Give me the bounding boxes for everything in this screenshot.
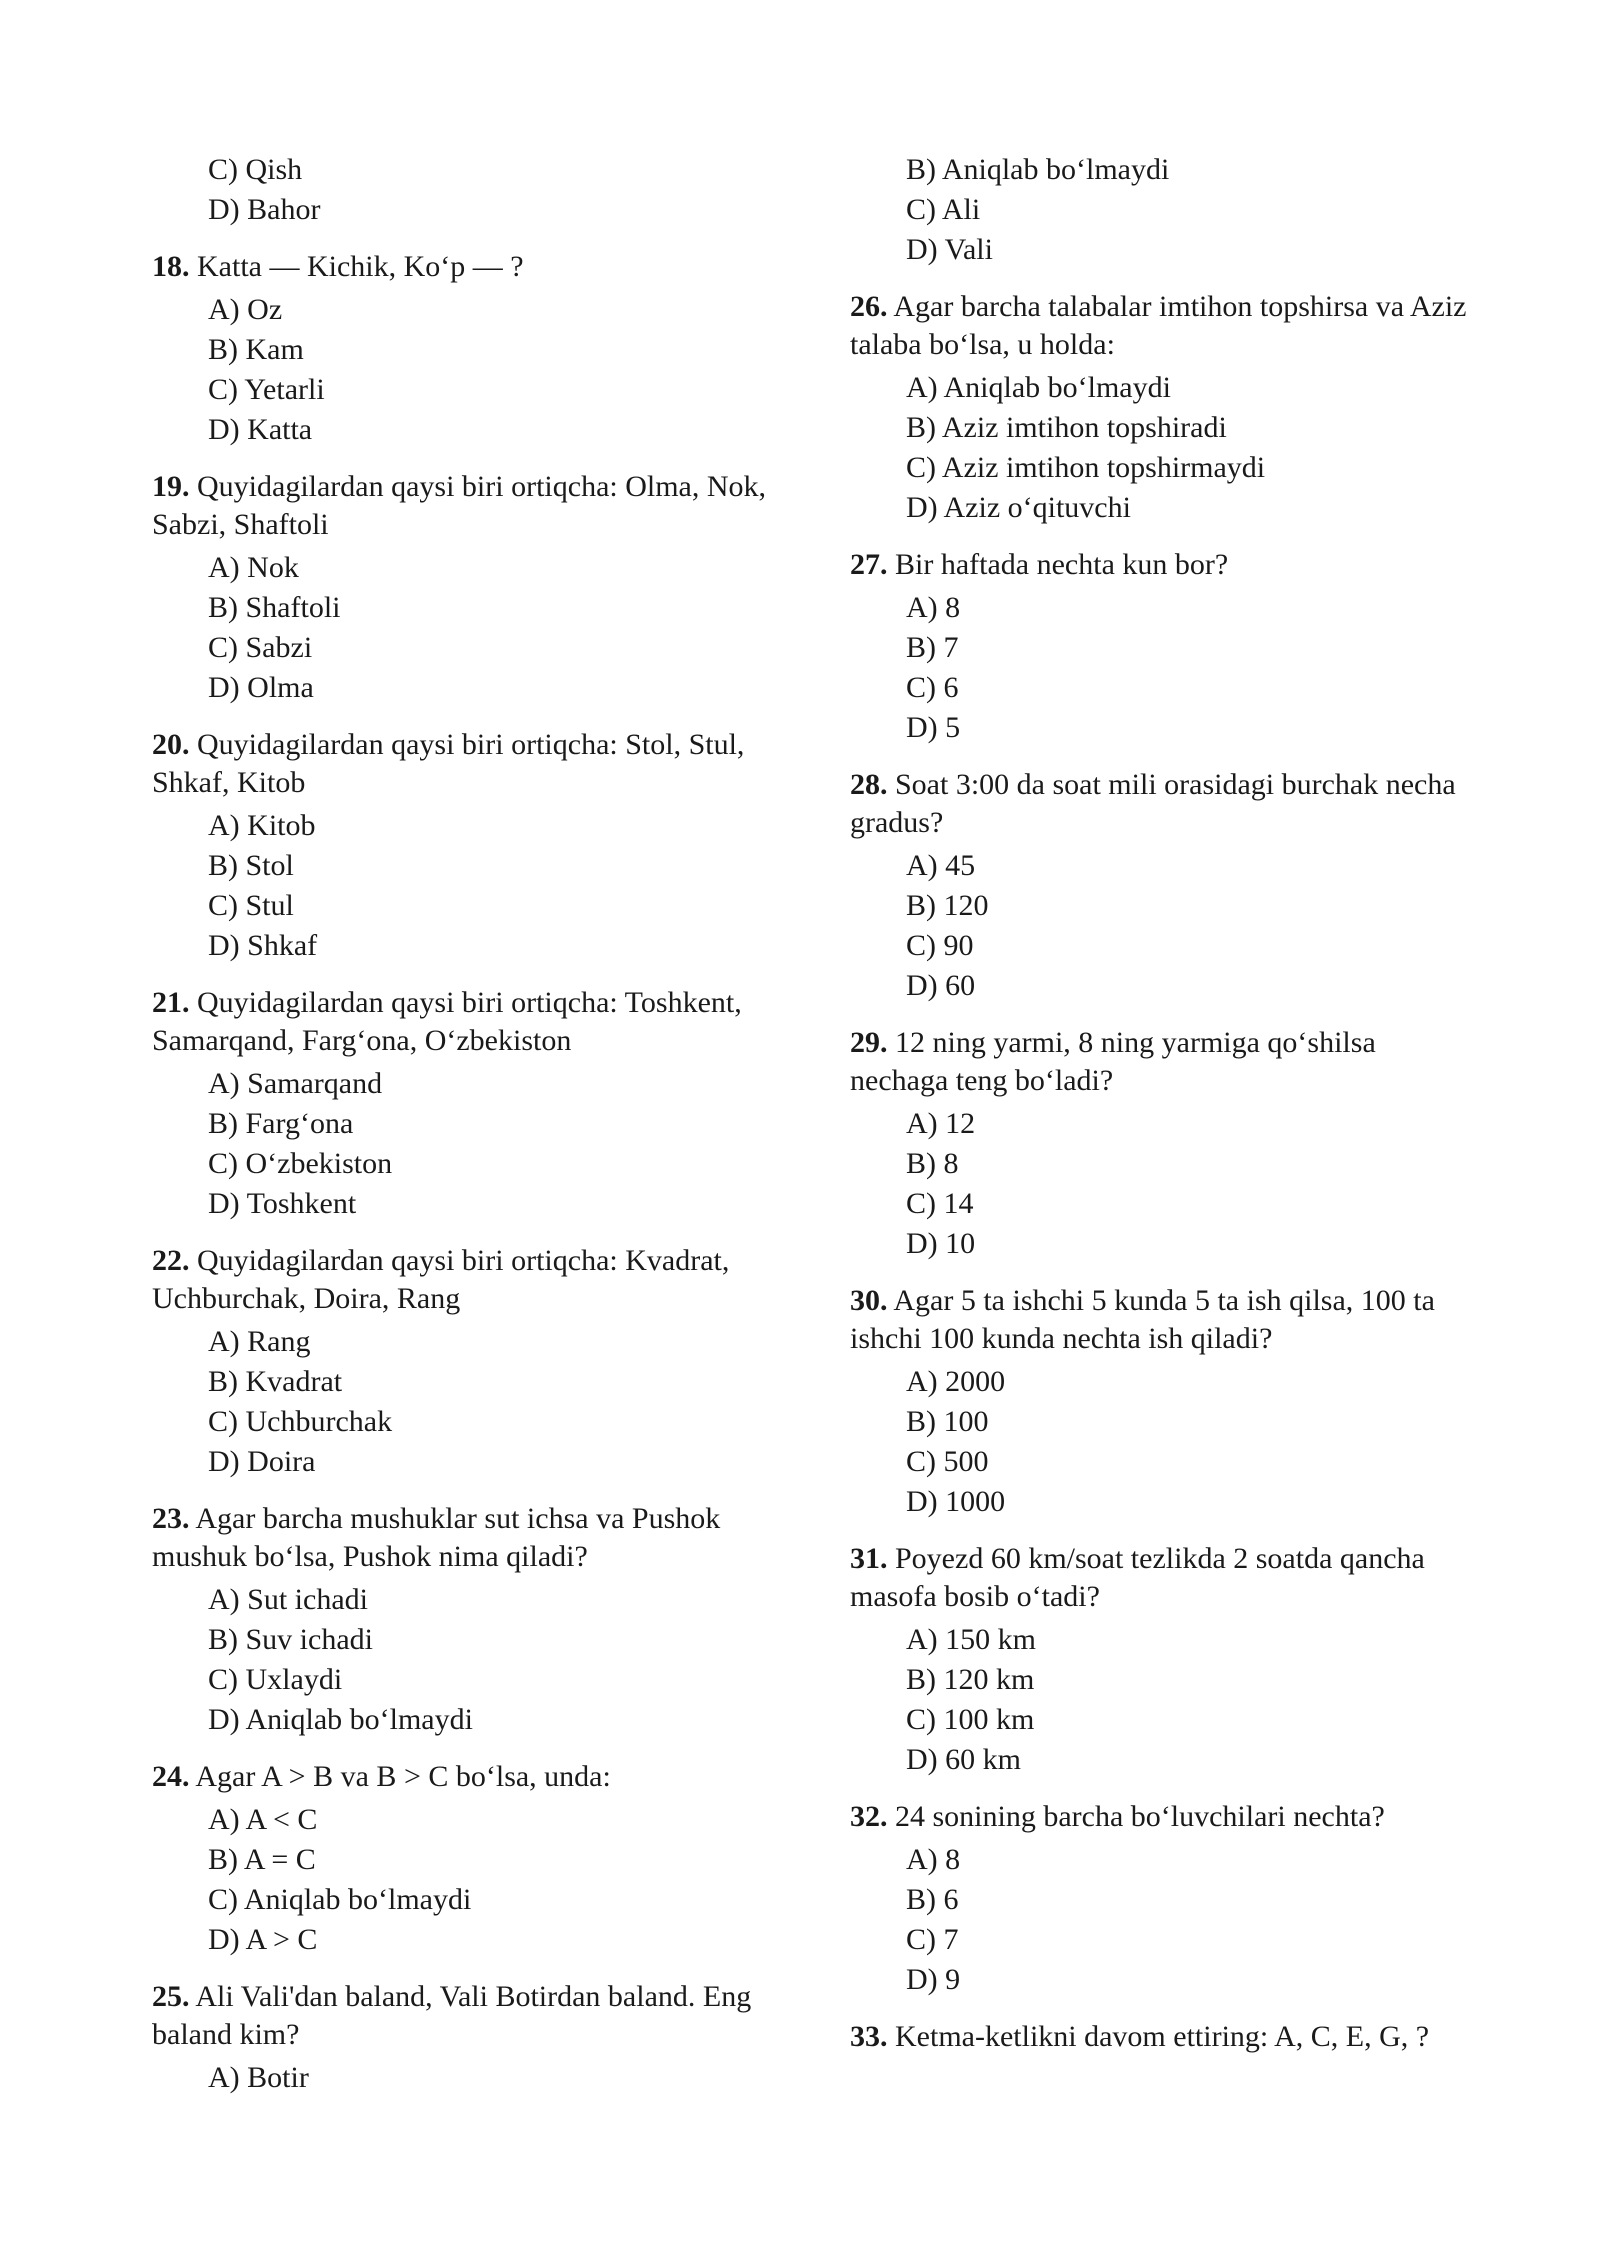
- option: B) A = C: [208, 1843, 316, 1876]
- question-28: [850, 766, 1470, 1006]
- question-body: Poyezd 60 km/soat tezlikda 2 soatda qancha masofa bosib o‘tadi?: [850, 1542, 1425, 1613]
- question-number: 22.: [152, 1244, 190, 1277]
- question-25: [152, 1978, 772, 2098]
- option-list: [850, 846, 1470, 1006]
- option-list: [152, 548, 772, 708]
- option: A) Samarqand: [208, 1067, 383, 1100]
- option-list: [850, 588, 1470, 748]
- question-body: Soat 3:00 da soat mili orasidagi burchak necha gradus?: [850, 768, 1456, 839]
- question-text: [850, 766, 1470, 842]
- question-text: [152, 1242, 772, 1318]
- option: A) Rang: [208, 1325, 311, 1358]
- option: D) A > C: [208, 1923, 318, 1956]
- option: B) Aziz imtihon topshiradi: [906, 411, 1227, 444]
- question-21: [152, 984, 772, 1224]
- option: B) Farg‘ona: [208, 1107, 354, 1140]
- question-number: 25.: [152, 1980, 190, 2013]
- option: D) Olma: [208, 671, 314, 704]
- question-text: [152, 468, 772, 544]
- question-29: [850, 1024, 1470, 1264]
- option-list: [850, 1620, 1470, 1780]
- option-list: [152, 1322, 772, 1482]
- question-23: [152, 1500, 772, 1740]
- option-list: [152, 290, 772, 450]
- option: D) 10: [906, 1227, 976, 1260]
- option: A) 2000: [906, 1365, 1006, 1398]
- option-list: [850, 1362, 1470, 1522]
- carry-options: [850, 150, 1470, 270]
- option: D) 60: [906, 969, 976, 1002]
- question-22: [152, 1242, 772, 1482]
- option: C) Aziz imtihon topshirmaydi: [906, 451, 1266, 484]
- option: C) Uxlaydi: [208, 1663, 343, 1696]
- question-body: Agar barcha talabalar imtihon topshirsa va Aziz talaba bo‘lsa, u holda:: [850, 290, 1467, 361]
- option: C) Aniqlab bo‘lmaydi: [208, 1883, 472, 1916]
- option: C) Uchburchak: [208, 1405, 393, 1438]
- option: C) Sabzi: [208, 631, 313, 664]
- question-body: Katta — Kichik, Ko‘p — ?: [197, 250, 524, 283]
- option-list: [152, 1580, 772, 1740]
- option: C) Yetarli: [208, 373, 325, 406]
- option: C) Stul: [208, 889, 294, 922]
- option: C) O‘zbekiston: [208, 1147, 393, 1180]
- option: A) 45: [906, 849, 976, 882]
- option-list: [850, 1104, 1470, 1264]
- question-number: 20.: [152, 728, 190, 761]
- question-number: 21.: [152, 986, 190, 1019]
- option: B) Aniqlab bo‘lmaydi: [906, 153, 1170, 186]
- question-body: 12 ning yarmi, 8 ning yarmiga qo‘shilsa nechaga teng bo‘ladi?: [850, 1026, 1376, 1097]
- option-list: [850, 368, 1470, 528]
- question-body: Quyidagilardan qaysi biri ortiqcha: Olma, Nok, Sabzi, Shaftoli: [152, 470, 767, 541]
- option: B) 6: [906, 1883, 959, 1916]
- option: D) Bahor: [208, 193, 321, 226]
- question-30: [850, 1282, 1470, 1522]
- question-number: 31.: [850, 1542, 888, 1575]
- question-text: [850, 1024, 1470, 1100]
- option: C) Qish: [208, 153, 303, 186]
- option: A) Kitob: [208, 809, 316, 842]
- question-number: 30.: [850, 1284, 888, 1317]
- option: B) Suv ichadi: [208, 1623, 373, 1656]
- option: A) Sut ichadi: [208, 1583, 368, 1616]
- question-text: [850, 288, 1470, 364]
- question-body: Quyidagilardan qaysi biri ortiqcha: Stol, Stul, Shkaf, Kitob: [152, 728, 745, 799]
- question-33: [850, 2018, 1470, 2056]
- option: C) 500: [906, 1445, 989, 1478]
- question-number: 26.: [850, 290, 888, 323]
- option: D) Katta: [208, 413, 313, 446]
- option: D) 60 km: [906, 1743, 1021, 1776]
- option-list: [152, 1064, 772, 1224]
- option: D) 5: [906, 711, 961, 744]
- left-column: [152, 150, 772, 2098]
- option: B) 120 km: [906, 1663, 1035, 1696]
- option: B) Kvadrat: [208, 1365, 343, 1398]
- question-body: Agar 5 ta ishchi 5 kunda 5 ta ish qilsa, 100 ta ishchi 100 kunda nechta ish qiladi?: [850, 1284, 1435, 1355]
- question-text: [850, 1798, 1470, 1836]
- option: D) 1000: [906, 1485, 1006, 1518]
- option: A) 150 km: [906, 1623, 1036, 1656]
- option: D) Toshkent: [208, 1187, 357, 1220]
- option: A) Botir: [208, 2061, 309, 2094]
- right-column: [850, 150, 1470, 2060]
- option: D) Aziz o‘qituvchi: [906, 491, 1131, 524]
- option: B) Shaftoli: [208, 591, 341, 624]
- question-number: 33.: [850, 2020, 888, 2053]
- question-number: 28.: [850, 768, 888, 801]
- question-24: [152, 1758, 772, 1960]
- question-body: Bir haftada nechta kun bor?: [895, 548, 1229, 581]
- question-body: Quyidagilardan qaysi biri ortiqcha: Kvadrat, Uchburchak, Doira, Rang: [152, 1244, 730, 1315]
- option: B) Stol: [208, 849, 294, 882]
- option: D) Aniqlab bo‘lmaydi: [208, 1703, 473, 1736]
- question-number: 27.: [850, 548, 888, 581]
- question-body: Quyidagilardan qaysi biri ortiqcha: Toshkent, Samarqand, Farg‘ona, O‘zbekiston: [152, 986, 742, 1057]
- question-body: 24 sonining barcha bo‘luvchilari nechta?: [895, 1800, 1385, 1833]
- question-text: [850, 2018, 1470, 2056]
- question-body: Agar barcha mushuklar sut ichsa va Pushok mushuk bo‘lsa, Pushok nima qiladi?: [152, 1502, 721, 1573]
- question-text: [850, 1282, 1470, 1358]
- question-32: [850, 1798, 1470, 2000]
- option: C) 90: [906, 929, 974, 962]
- option: C) Ali: [906, 193, 981, 226]
- option: C) 7: [906, 1923, 959, 1956]
- question-number: 32.: [850, 1800, 888, 1833]
- question-26: [850, 288, 1470, 528]
- option: D) 9: [906, 1963, 961, 1996]
- question-text: [152, 984, 772, 1060]
- question-27: [850, 546, 1470, 748]
- question-number: 29.: [850, 1026, 888, 1059]
- option: A) Oz: [208, 293, 283, 326]
- question-body: Ketma-ketlikni davom ettiring: A, C, E, G, ?: [895, 2020, 1430, 2053]
- question-text: [152, 1500, 772, 1576]
- option: A) A < C: [208, 1803, 318, 1836]
- option: C) 6: [906, 671, 959, 704]
- option: D) Doira: [208, 1445, 316, 1478]
- question-body: Ali Vali'dan baland, Vali Botirdan baland. Eng baland kim?: [152, 1980, 752, 2051]
- option: C) 14: [906, 1187, 974, 1220]
- question-text: [152, 1978, 772, 2054]
- option: A) 8: [906, 591, 961, 624]
- option-list: [152, 2058, 772, 2098]
- carry-options: [152, 150, 772, 230]
- option: B) 8: [906, 1147, 959, 1180]
- question-number: 23.: [152, 1502, 190, 1535]
- option-list: [152, 1800, 772, 1960]
- option-list: [850, 1840, 1470, 2000]
- question-text: [850, 1540, 1470, 1616]
- option: A) Nok: [208, 551, 299, 584]
- question-20: [152, 726, 772, 966]
- option: B) 7: [906, 631, 959, 664]
- option: B) 100: [906, 1405, 989, 1438]
- question-number: 18.: [152, 250, 190, 283]
- question-18: [152, 248, 772, 450]
- question-number: 24.: [152, 1760, 190, 1793]
- option: D) Shkaf: [208, 929, 318, 962]
- question-text: [850, 546, 1470, 584]
- question-body: Agar A > B va B > C bo‘lsa, unda:: [195, 1760, 611, 1793]
- question-number: 19.: [152, 470, 190, 503]
- question-31: [850, 1540, 1470, 1780]
- question-text: [152, 248, 772, 286]
- option: C) 100 km: [906, 1703, 1035, 1736]
- option: B) 120: [906, 889, 989, 922]
- option-list: [152, 806, 772, 966]
- option: A) Aniqlab bo‘lmaydi: [906, 371, 1171, 404]
- question-text: [152, 726, 772, 802]
- question-text: [152, 1758, 772, 1796]
- option: A) 8: [906, 1843, 961, 1876]
- question-19: [152, 468, 772, 708]
- option: A) 12: [906, 1107, 976, 1140]
- option: B) Kam: [208, 333, 304, 366]
- option: D) Vali: [906, 233, 993, 266]
